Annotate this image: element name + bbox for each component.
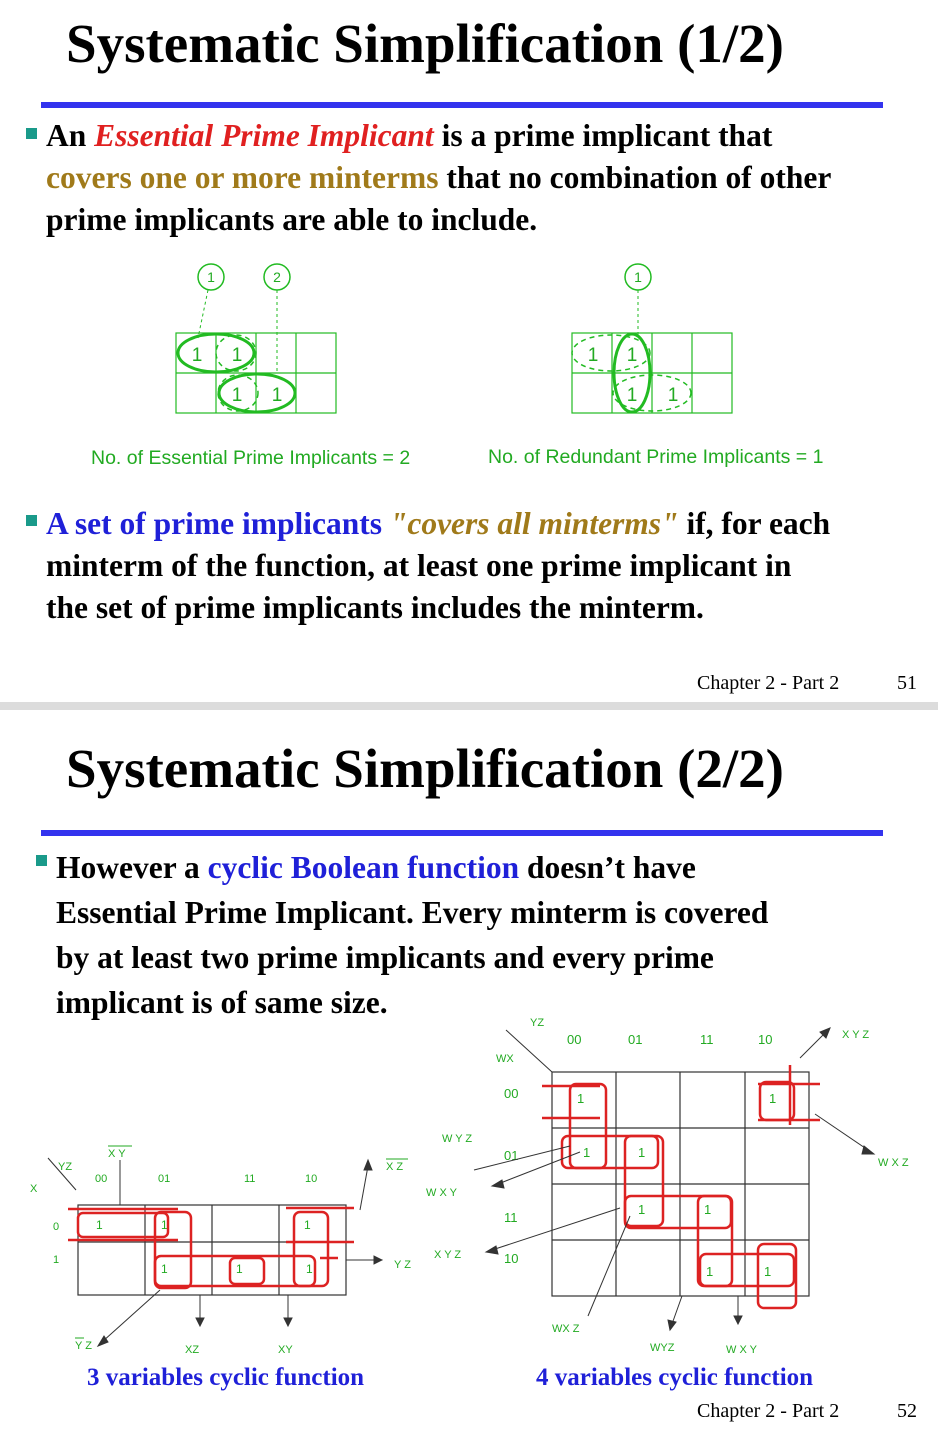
essential-pi-definition [46, 115, 926, 241]
term-label: W X Z [878, 1157, 909, 1169]
text-cyclic-boolean-function: cyclic Boolean function [207, 850, 520, 885]
term-label: W X Y [426, 1187, 457, 1199]
term-label: W Y Z [442, 1133, 473, 1145]
cell-one: 1 [638, 1202, 646, 1217]
term-label: X Y Z [842, 1029, 870, 1041]
kmap-4-caption: 4 variables cyclic function [536, 1364, 814, 1391]
text-set-of-prime-implicants: A set of prime implicants [46, 506, 382, 541]
essential-implicant-ellipse [219, 374, 295, 412]
redundant-kmap-diagram [566, 258, 746, 418]
col-header: 01 [628, 1032, 643, 1047]
row-header: 1 [53, 1254, 60, 1266]
term-label: Y Z [75, 1340, 92, 1352]
redundant-count-caption: No. of Redundant Prime Implicants = 1 [488, 446, 824, 468]
term-label: XY [278, 1344, 293, 1356]
col-var-label: YZ [58, 1161, 73, 1173]
cell-one: 1 [769, 1091, 777, 1106]
label-1: 1 [207, 269, 215, 285]
row-header: 11 [504, 1210, 518, 1225]
term-label: XZ [185, 1344, 200, 1356]
cell-one: 1 [231, 345, 243, 366]
kmap-4-variable [420, 1010, 920, 1355]
col-header: 10 [305, 1173, 318, 1185]
kmap-3-caption: 3 variables cyclic function [87, 1364, 365, 1391]
cell-one: 1 [764, 1264, 772, 1279]
row-header: 10 [504, 1251, 519, 1266]
cell-one: 1 [161, 1218, 168, 1232]
slide-title: Systematic Simplification (1/2) [66, 13, 784, 74]
text-covers-minterms: covers one or more minterms [46, 160, 439, 195]
col-header: 01 [158, 1173, 171, 1185]
footer-chapter: Chapter 2 - Part 2 [697, 1400, 840, 1422]
title-rule [41, 102, 883, 108]
term-label: X Y Z [434, 1249, 462, 1261]
row-header: 00 [504, 1086, 519, 1101]
text-however: However a [56, 850, 200, 885]
term-label: X Z [386, 1161, 404, 1173]
row-header: 0 [53, 1221, 60, 1233]
text-rest2: Essential Prime Implicant. Every minterm is covered [56, 895, 769, 930]
term-essential-prime-implicant: Essential Prime Implicant [94, 118, 434, 153]
cell-one: 1 [306, 1262, 313, 1276]
text-an: An [46, 118, 87, 153]
text-rest4: implicant is of same size. [56, 985, 388, 1020]
text-rest1: if, for each [678, 506, 831, 541]
text-rest2: that no combination of other [438, 160, 832, 195]
slide-51 [0, 0, 938, 702]
text-rest1: doesn’t have [519, 850, 696, 885]
text-rest1: is a prime implicant that [433, 118, 773, 153]
cyclic-function-statement [56, 845, 926, 1025]
label-1: 1 [634, 269, 642, 285]
covers-all-minterms-definition [46, 503, 926, 629]
term-label: W X Y [726, 1344, 757, 1355]
cell-one: 1 [704, 1202, 712, 1217]
col-header: 00 [95, 1173, 108, 1185]
col-header: 11 [244, 1173, 256, 1185]
cell-one: 1 [304, 1218, 311, 1232]
term-label: WYZ [650, 1342, 675, 1354]
essential-kmap-diagram [170, 258, 350, 418]
kmap-3-variable [20, 1130, 440, 1380]
cell-one: 1 [161, 1262, 168, 1276]
label-2: 2 [273, 269, 281, 285]
title-rule [41, 830, 883, 836]
footer-page-number: 51 [897, 672, 917, 694]
cell-one: 1 [191, 345, 203, 366]
col-var-label: YZ [530, 1017, 545, 1029]
cell-one: 1 [96, 1218, 103, 1232]
text-rest3: by at least two prime implicants and every prime [56, 940, 714, 975]
cell-one: 1 [638, 1145, 646, 1160]
col-header: 11 [700, 1032, 714, 1047]
term-label: Y Z [394, 1259, 411, 1271]
text-covers-all-minterms: "covers all minterms" [389, 506, 679, 541]
slide-52 [0, 710, 938, 1429]
slide-title: Systematic Simplification (2/2) [66, 738, 784, 799]
cell-one: 1 [583, 1145, 591, 1160]
term-label: X Y [108, 1148, 126, 1160]
col-header: 00 [567, 1032, 582, 1047]
cell-one: 1 [706, 1264, 714, 1279]
col-header: 10 [758, 1032, 773, 1047]
slide-separator [0, 702, 938, 710]
cell-one: 1 [271, 385, 283, 406]
cell-one: 1 [626, 345, 638, 366]
text-rest2: minterm of the function, at least one prime implicant in [46, 548, 792, 583]
row-var-label: X [30, 1183, 38, 1195]
row-var-label: WX [496, 1053, 514, 1065]
term-label: WX Z [552, 1323, 580, 1335]
row-header: 01 [504, 1148, 519, 1163]
cell-one: 1 [626, 385, 638, 406]
text-rest3: prime implicants are able to include. [46, 202, 538, 237]
cell-one: 1 [577, 1091, 585, 1106]
footer-chapter: Chapter 2 - Part 2 [697, 672, 840, 694]
cell-one: 1 [587, 345, 599, 366]
bullet-icon [26, 515, 37, 526]
cell-one: 1 [236, 1262, 243, 1276]
bullet-icon [36, 855, 47, 866]
cell-one: 1 [667, 385, 679, 406]
text-rest3: the set of prime implicants includes the minterm. [46, 590, 704, 625]
footer-page-number: 52 [897, 1400, 917, 1422]
essential-count-caption: No. of Essential Prime Implicants = 2 [91, 447, 411, 469]
cell-one: 1 [231, 385, 243, 406]
bullet-icon [26, 128, 37, 139]
